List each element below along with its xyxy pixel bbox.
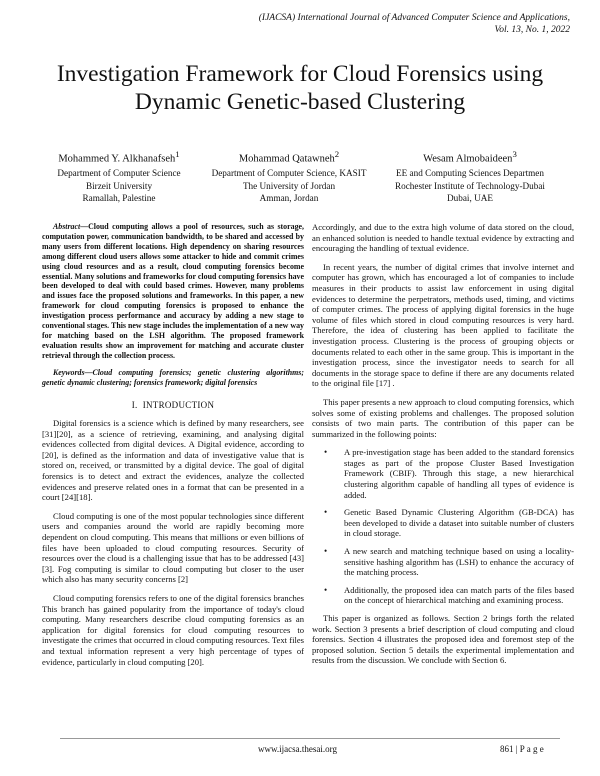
page-number: 861 | P a g e [500,744,544,754]
abstract-label: Abstract [53,222,81,231]
author-affiliation: EE and Computing Sciences Departmen [396,168,544,178]
paragraph: Accordingly, and due to the extra high volume of data stored on the cloud, an enhanced solution is needed to handle textual evidence by extracting and encouraging the handling of textual evidence. [312,222,574,254]
footer-url[interactable]: www.ijacsa.thesai.org [258,744,337,754]
author-index: 1 [175,149,180,159]
author-affiliation: Ramallah, Palestine [82,193,156,203]
author-index: 3 [512,149,517,159]
author-3 [382,148,558,205]
paragraph: Digital forensics is a science which is defined by many researchers, see [31][20], as a science of retrieving, examining, and analysing digital evidences collected from digital devices. A Digital evidence, according to [20], is defined as the information and data of investigative value that is stored on, received, or transmitted by a digital device. The goal of digital forensics is to detect and extract the evidences, analyze the collected evidences and preserve related ones in a format that can be presented in a court [24][18]. [42,418,304,503]
author-index: 2 [334,149,340,159]
author-affiliation: Department of Computer Science, KASIT [211,168,367,178]
list-item: • Additionally, the proposed idea can match parts of the files based on the concept of hierarchical matching and examining process. [344,585,574,606]
keywords [42,368,304,388]
journal-header [170,12,570,36]
paragraph: This paper is organized as follows. Section 2 brings forth the related work. Section 3 presents a brief description of cloud computing and cloud forensics. Section 4 illustrates the proposed idea and foremost step of the proposed solution. Section 5 details the experimental implementation and results from the discussion. We conclude with Section 6. [312,613,574,666]
author-name: Wesam Almobaideen [423,153,513,165]
list-item: • A pre-investigation stage has been added to the standard forensics stages as part of the propose Cluster Based Investigation Framework (CBIF). Through this stage, a new hierarchical clustering algorithm capable of handling all types of evidence is added. [344,447,574,500]
author-affiliation: The University of Jordan [242,180,336,191]
author-affiliation: Amman, Jordan [259,193,319,203]
keywords-label: Keywords [53,367,85,377]
section-title: INTRODUCTION [142,399,215,410]
author-2 [204,148,374,205]
author-affiliation: Rochester Institute of Technology-Dubai [395,180,545,191]
author-name: Mohammed Y. Alkhanafseh [58,153,176,165]
abstract [42,222,304,361]
keywords-text: —Cloud computing forensics; genetic clustering algorithms; genetic dynamic clustering; forensics framework; digital forensics [42,367,304,387]
footer-divider [60,738,560,739]
section-heading [42,400,304,411]
paragraph: This paper presents a new approach to cloud computing forensics, which solves some of existing problems and challenges. The proposed solution consists of two main parts. The contribution of this paper can be summarized in the following points: [312,396,574,439]
journal-volume: Vol. 13, No. 1, 2022 [494,25,570,35]
paragraph: Cloud computing forensics refers to one of the digital forensics branches This branch has gained popularity from the importance of today's cloud computing. Many researchers describe cloud computing forensics as an application for digital forensics for cloud computing resources to investigate the crimes that occurred in cloud computing resources. Text files and textual information represent a very high percentage of types of evidence, particularly in cloud computing [20]. [42,593,304,667]
contribution-list [312,447,574,606]
list-item: • A new search and matching technique based on using a locality-sensitive hashing algorithm has (LSH) to enhance the accuracy of the matching process. [344,546,574,578]
paragraph: In recent years, the number of digital crimes that involve internet and computer has grown, which has encouraged a lot of companies to include measures in their products to assist law enforcement in using digital evidences to determine the perpetrators, methods used, timing, and victims of computer crimes. The process of applying digital forensics in the huge volume of files which stored in cloud computing resources is very hard. Therefore, the idea of clustering has been applied to facilitate the investigation process. Clustering is the process of grouping objects or documents related to each other in the same group. This is important in the investigation process, since the investigator needs to search for all documents in the storage space to define if there are any documents related to the original file [17] . [312,261,574,389]
journal-name: (IJACSA) International Journal of Advanced Computer Science and Applications, [258,13,570,23]
left-column [42,222,304,675]
list-item: • Genetic Based Dynamic Clustering Algorithm (GB-DCA) has been developed to divide a dataset into suitable number of clusters in cloud storage. [344,507,574,539]
abstract-text: —Cloud computing allows a pool of resources, such as storage, computation power, communication bandwidth, to be shared and accessed by many users from different locations. High dependency on sharing resources among different cloud users allows some attacker to hide and commit crimes using cloud resources and as a result, cloud computing forensics become essential. Many solutions and frameworks for cloud computing forensics have been developed to deal with could based crimes. However, many problems and issues face the proposed solutions and frameworks. In this paper, a new framework for cloud computing forensics is proposed to enhance the investigation process performance and accuracy by adding a new stage to conventional stages. This new stage includes the implementation of a new way for matching based on the LSH algorithm. The proposed framework evaluation results show an improvement for matching and accurate cluster retrieval through the collection process. [42,222,304,360]
author-affiliation: Birzeit University [85,180,153,191]
author-1 [40,148,198,205]
author-affiliation: Department of Computer Science [57,168,181,178]
right-column [312,222,574,674]
paper-title: Investigation Framework for Cloud Forensics using Dynamic Genetic-based Clustering [56,61,544,115]
paragraph: Cloud computing is one of the most popular technologies since different users and companies around the world are rapidly becoming more dependent on cloud computing. This means that millions or even billions of files have been uploaded to cloud computing resources. Security of resources over the cloud is a challenging issue that has to be addressed [43] [3]. Fog computing is similar to cloud computing but closer to the user which also has many security concerns [2] [42,510,304,585]
section-number: I. [131,399,138,410]
author-name: Mohammad Qatawneh [238,153,335,165]
author-affiliation: Dubai, UAE [447,193,493,203]
